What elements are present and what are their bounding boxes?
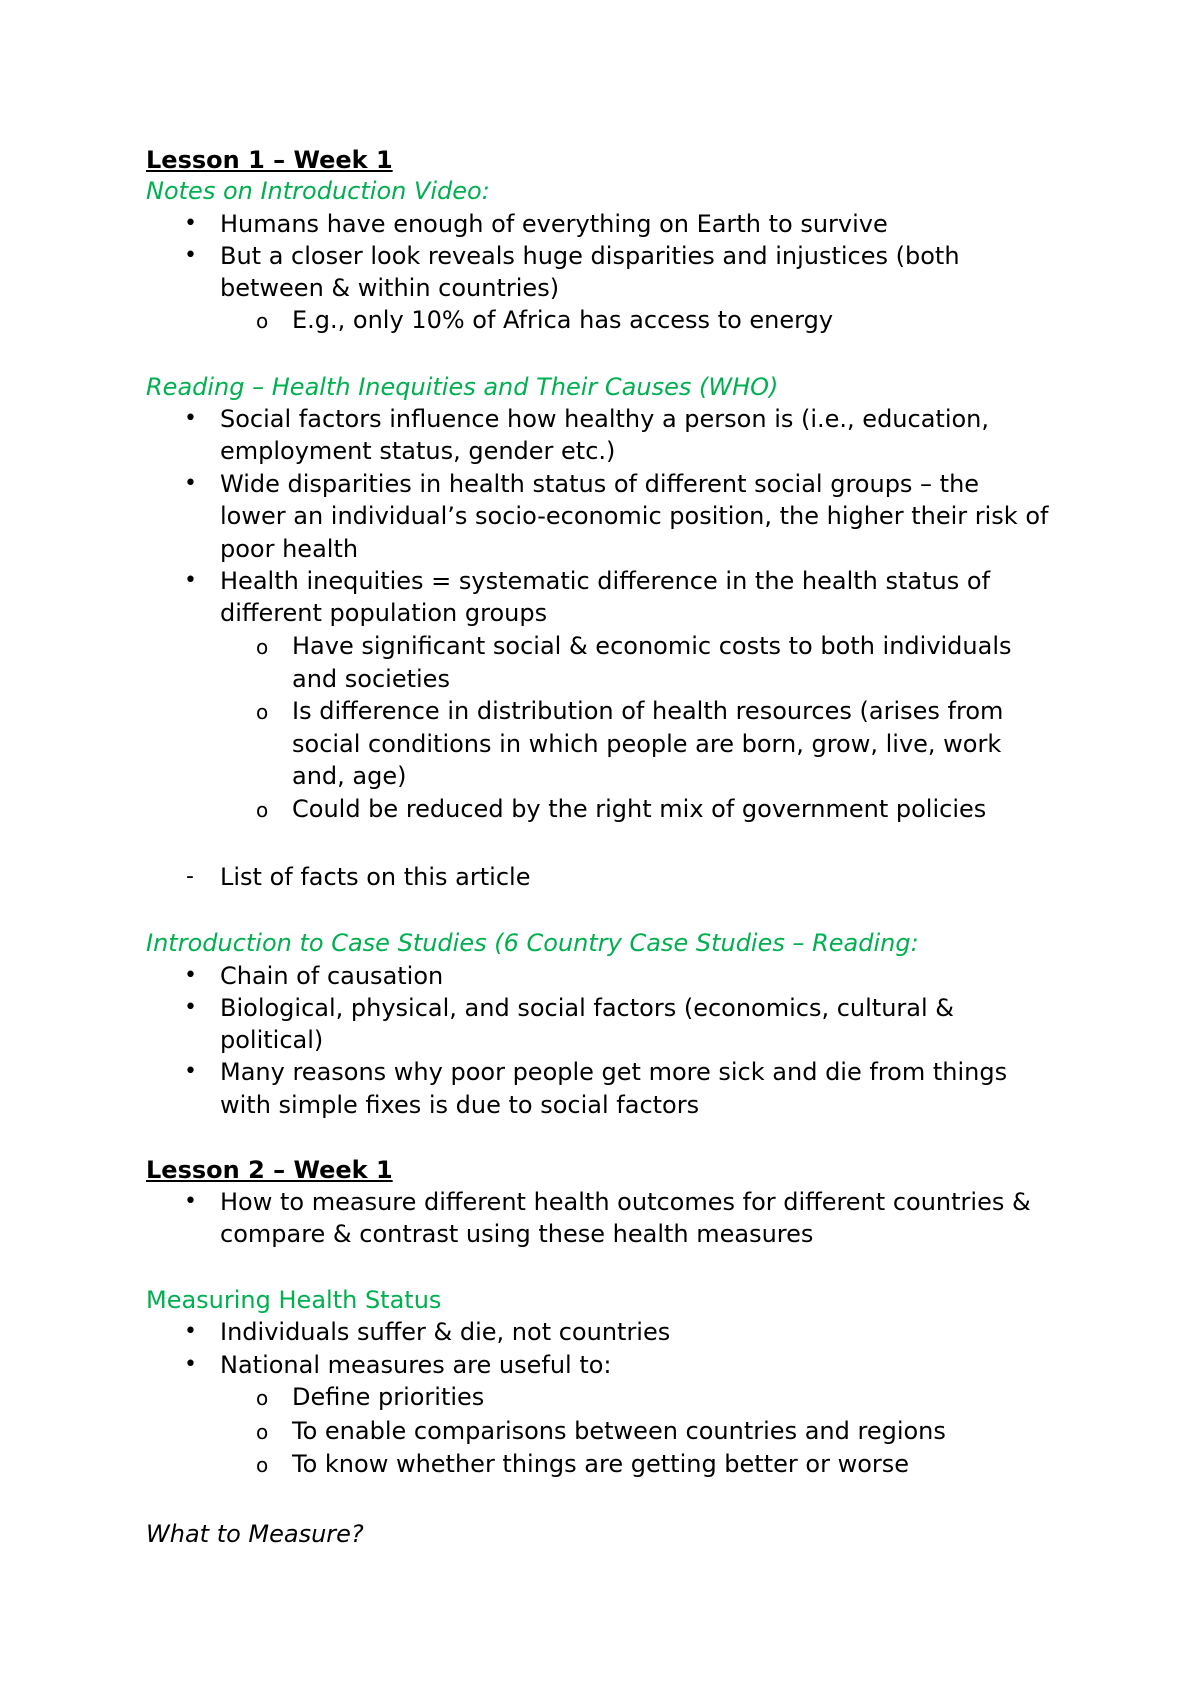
sub-list-item: Define priorities (292, 1383, 485, 1411)
bullet-icon: • (184, 963, 197, 988)
bullet-icon: • (184, 243, 197, 268)
sub-list-item: To know whether things are getting better or worse (292, 1450, 910, 1478)
dash-list-item: List of facts on this article (220, 863, 531, 891)
sub-list-item: Could be reduced by the right mix of government policies (292, 795, 987, 823)
list-item-continued: poor health (220, 535, 359, 563)
sub-bullet-icon: o (256, 635, 269, 659)
sub-list-item-continued: and, age) (292, 762, 407, 790)
reading-who-heading: Reading – Health Inequities and Their Causes (WHO) (146, 373, 779, 401)
list-item-continued: employment status, gender etc.) (220, 437, 616, 465)
list-item: Many reasons why poor people get more sick and die from things (220, 1058, 1008, 1086)
sub-bullet-icon: o (256, 1386, 269, 1410)
list-item: Individuals suffer & die, not countries (220, 1318, 671, 1346)
dash-icon: - (186, 864, 194, 889)
bullet-icon: • (184, 1059, 197, 1084)
list-item: National measures are useful to: (220, 1351, 612, 1379)
list-item: How to measure different health outcomes for different countries & (220, 1188, 1031, 1216)
sub-bullet-icon: o (256, 798, 269, 822)
measuring-health-heading: Measuring Health Status (146, 1286, 442, 1314)
bullet-icon: • (184, 995, 197, 1020)
list-item: But a closer look reveals huge disparities and injustices (both (220, 242, 960, 270)
list-item: Humans have enough of everything on Earth to survive (220, 210, 888, 238)
bullet-icon: • (184, 1189, 197, 1214)
sub-bullet-icon: o (256, 309, 269, 333)
list-item-continued: lower an individual’s socio-economic position, the higher their risk of (220, 502, 1049, 530)
list-item: Biological, physical, and social factors (economics, cultural & (220, 994, 955, 1022)
sub-list-item: Is difference in distribution of health resources (arises from (292, 697, 1004, 725)
list-item-continued: different population groups (220, 599, 548, 627)
intro-video-heading: Notes on Introduction Video: (146, 177, 490, 205)
lesson1-heading: Lesson 1 – Week 1 (146, 146, 393, 174)
sub-bullet-icon: o (256, 1420, 269, 1444)
sub-list-item: To enable comparisons between countries and regions (292, 1417, 946, 1445)
list-item: Wide disparities in health status of different social groups – the (220, 470, 980, 498)
list-item: Chain of causation (220, 962, 444, 990)
bullet-icon: • (184, 471, 197, 496)
sub-list-item-continued: and societies (292, 665, 450, 693)
list-item: Health inequities = systematic difference in the health status of (220, 567, 991, 595)
what-to-measure-heading: What to Measure? (146, 1520, 364, 1548)
bullet-icon: • (184, 211, 197, 236)
sub-bullet-icon: o (256, 700, 269, 724)
list-item-continued: with simple fixes is due to social factors (220, 1091, 700, 1119)
bullet-icon: • (184, 568, 197, 593)
bullet-icon: • (184, 1352, 197, 1377)
sub-list-item: E.g., only 10% of Africa has access to energy (292, 306, 834, 334)
sub-bullet-icon: o (256, 1453, 269, 1477)
list-item-continued: political) (220, 1026, 324, 1054)
case-studies-heading: Introduction to Case Studies (6 Country Case Studies – Reading: (146, 929, 919, 957)
sub-list-item-continued: social conditions in which people are born, grow, live, work (292, 730, 1002, 758)
list-item-continued: between & within countries) (220, 274, 560, 302)
bullet-icon: • (184, 406, 197, 431)
list-item-continued: compare & contrast using these health measures (220, 1220, 814, 1248)
sub-list-item: Have significant social & economic costs to both individuals (292, 632, 1012, 660)
list-item: Social factors influence how healthy a person is (i.e., education, (220, 405, 990, 433)
bullet-icon: • (184, 1319, 197, 1344)
lesson2-heading: Lesson 2 – Week 1 (146, 1156, 393, 1184)
